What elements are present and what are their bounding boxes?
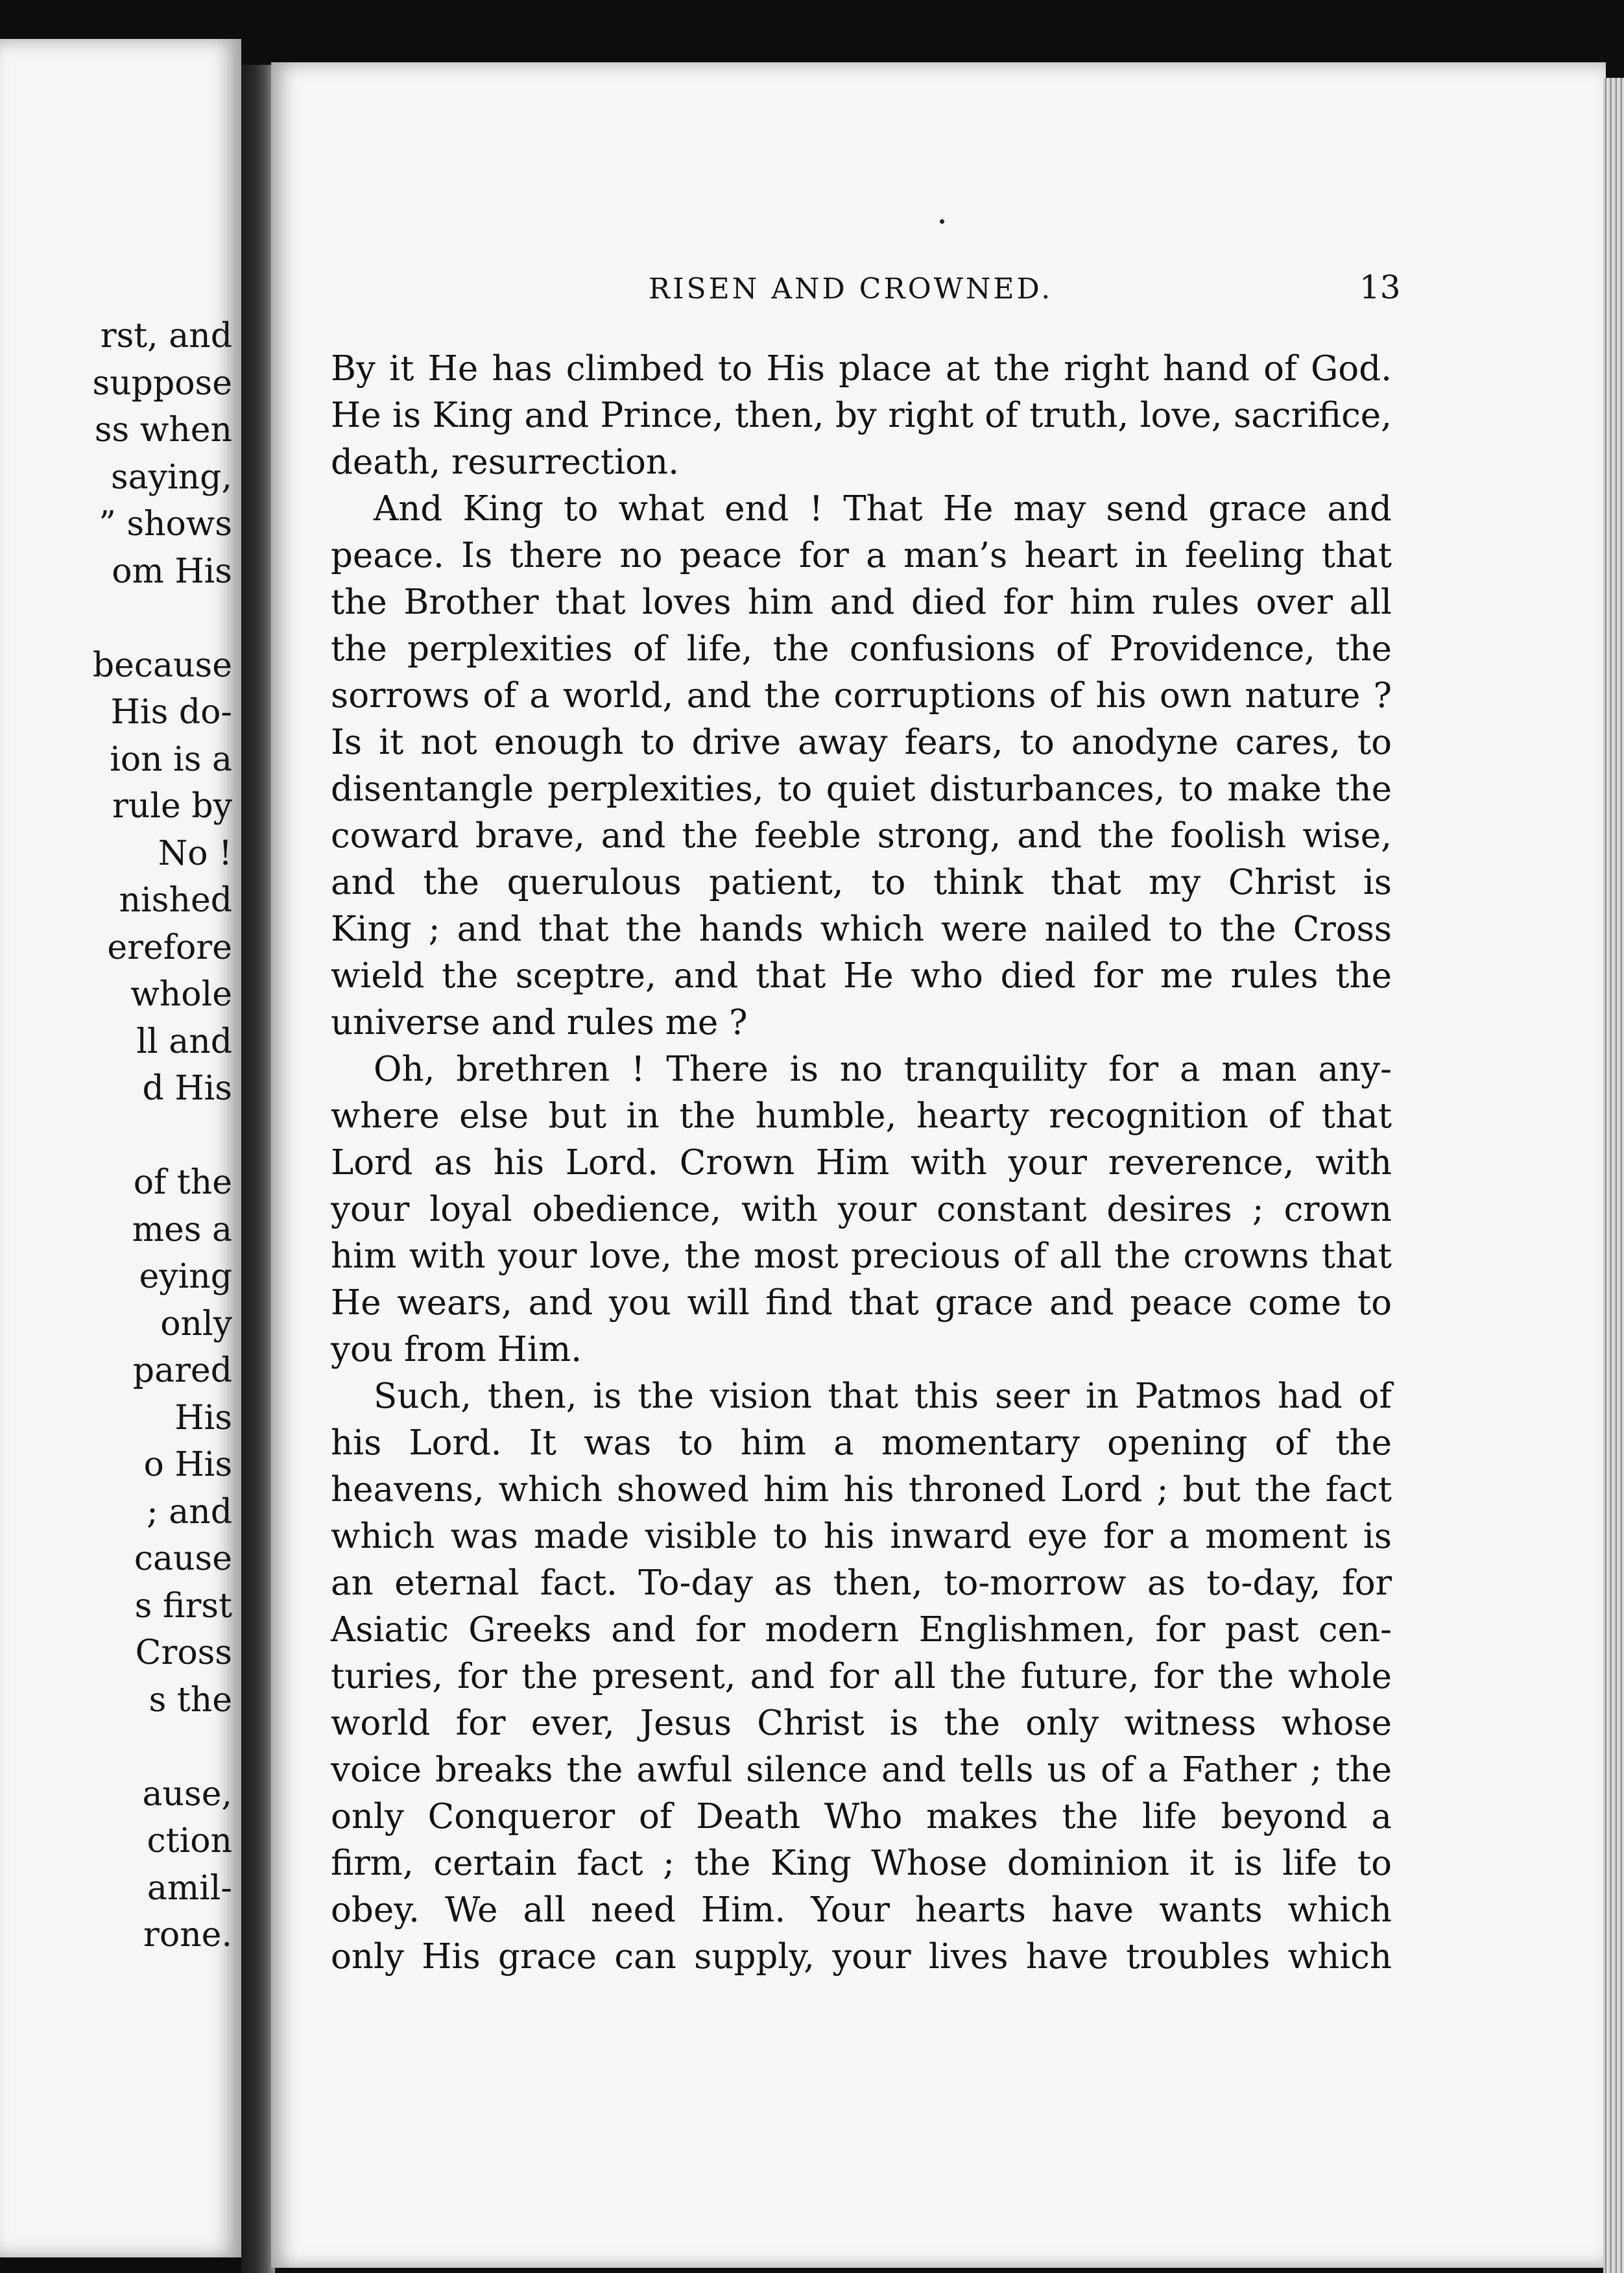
text-line: and the querulous patient, to think that my Christ is [331, 863, 1392, 902]
text-line: sorrows of a world, and the corruptions of his own nature ? [331, 676, 1392, 716]
left-page-line: whole [130, 975, 232, 1014]
text-line: the perplexities of life, the confusions of Providence, the [331, 629, 1392, 669]
text-line: the Brother that loves him and died for him rules over all [331, 583, 1392, 622]
text-line: disentangle perplexities, to quiet disturbances, to make the [331, 769, 1392, 809]
left-page-line: ion is a [110, 740, 232, 779]
text-line: He is King and Prince, then, by right of truth, love, sacrifice, [331, 396, 1392, 435]
left-page-line: rone. [143, 1916, 232, 1954]
text-line: And King to what end ! That He may send grace and [374, 489, 1392, 529]
print-speck [940, 219, 944, 224]
left-page-line: d His [142, 1069, 232, 1108]
left-page-line: s the [149, 1681, 232, 1720]
left-page-line: erefore [107, 928, 232, 967]
text-line: you from Him. [331, 1330, 582, 1369]
left-page-line: ss when [94, 411, 232, 450]
left-page-line: Cross [135, 1633, 232, 1672]
text-line: coward brave, and the feeble strong, and the foolish wise, [331, 816, 1392, 856]
left-page-line: ” shows [99, 505, 232, 544]
left-page-line: ause, [142, 1775, 232, 1814]
text-line: universe and rules me ? [331, 1003, 748, 1042]
left-page-line: cause [134, 1539, 232, 1578]
left-page-line: because [92, 646, 232, 685]
text-line: Asiatic Greeks and for modern Englishmen, for past cen- [331, 1610, 1392, 1650]
text-line: heavens, which showed him his throned Lord ; but the fact [331, 1470, 1392, 1509]
left-page-line: ; and [147, 1493, 232, 1532]
text-line: wield the sceptre, and that He who died for me rules the [331, 956, 1392, 996]
text-line: Such, then, is the vision that this seer in Patmos had of [374, 1377, 1392, 1416]
left-page-line: His do- [110, 693, 232, 732]
text-line: obey. We all need Him. Your hearts have wants which [331, 1890, 1392, 1930]
left-page-line: of the [133, 1163, 232, 1202]
left-page-line: mes a [132, 1210, 232, 1249]
text-line: only Conqueror of Death Who makes the life beyond a [331, 1797, 1392, 1836]
text-line: an eternal fact. To-day as then, to-morrow as to-day, for [331, 1563, 1392, 1603]
left-page-line: nished [119, 881, 232, 920]
left-page-line: eying [139, 1257, 232, 1296]
page-number: 13 [1359, 269, 1401, 306]
text-line: He wears, and you will find that grace and peace come to [331, 1283, 1392, 1323]
left-page-line: s first [134, 1587, 232, 1626]
text-line: voice breaks the awful silence and tells us of a Father ; the [331, 1750, 1392, 1790]
left-page-line: rule by [112, 787, 232, 826]
text-line: your loyal obedience, with your constant desires ; crown [331, 1190, 1392, 1229]
left-page-line: pared [132, 1351, 232, 1390]
left-page-line: amil- [147, 1869, 232, 1908]
left-page-line: No ! [158, 834, 232, 873]
text-line: world for ever, Jesus Christ is the only witness whose [331, 1703, 1392, 1743]
text-line: King ; and that the hands which were nailed to the Cross [331, 909, 1392, 949]
left-page-line: ction [147, 1822, 232, 1860]
left-page-line: suppose [92, 364, 232, 403]
left-page-line: ll and [136, 1022, 232, 1061]
text-line: him with your love, the most precious of all the crowns that [331, 1236, 1392, 1276]
text-line: which was made visible to his inward eye for a moment is [331, 1517, 1392, 1556]
text-line: only His grace can supply, your lives have troubles which [331, 1937, 1392, 1977]
left-page-line: rst, and [100, 317, 232, 355]
text-line: peace. Is there no peace for a man’s heart in feeling that [331, 536, 1392, 575]
left-page-fragment [0, 39, 241, 2257]
text-line: death, resurrection. [331, 442, 679, 482]
page-edges [1603, 78, 1624, 2273]
text-line: firm, certain fact ; the King Whose dominion it is life to [331, 1844, 1392, 1883]
text-line: Oh, brethren ! There is no tranquility for a man any- [374, 1050, 1392, 1089]
text-line: his Lord. It was to him a momentary opening of the [331, 1423, 1392, 1463]
left-page-line: saying, [110, 458, 232, 497]
text-line: Lord as his Lord. Crown Him with your reverence, with [331, 1143, 1392, 1183]
book-gutter [241, 65, 275, 2273]
text-line: Is it not enough to drive away fears, to anodyne cares, to [331, 723, 1392, 762]
text-line: turies, for the present, and for all the future, for the whole [331, 1657, 1392, 1696]
left-page-line: o His [143, 1445, 232, 1484]
text-line: By it He has climbed to His place at the right hand of God. [331, 349, 1392, 389]
left-page-line: om His [112, 552, 232, 591]
running-title: RISEN AND CROWNED. [649, 272, 1053, 306]
left-page-line: His [174, 1399, 232, 1437]
text-line: where else but in the humble, hearty recognition of that [331, 1096, 1392, 1136]
left-page-line: only [160, 1305, 232, 1343]
